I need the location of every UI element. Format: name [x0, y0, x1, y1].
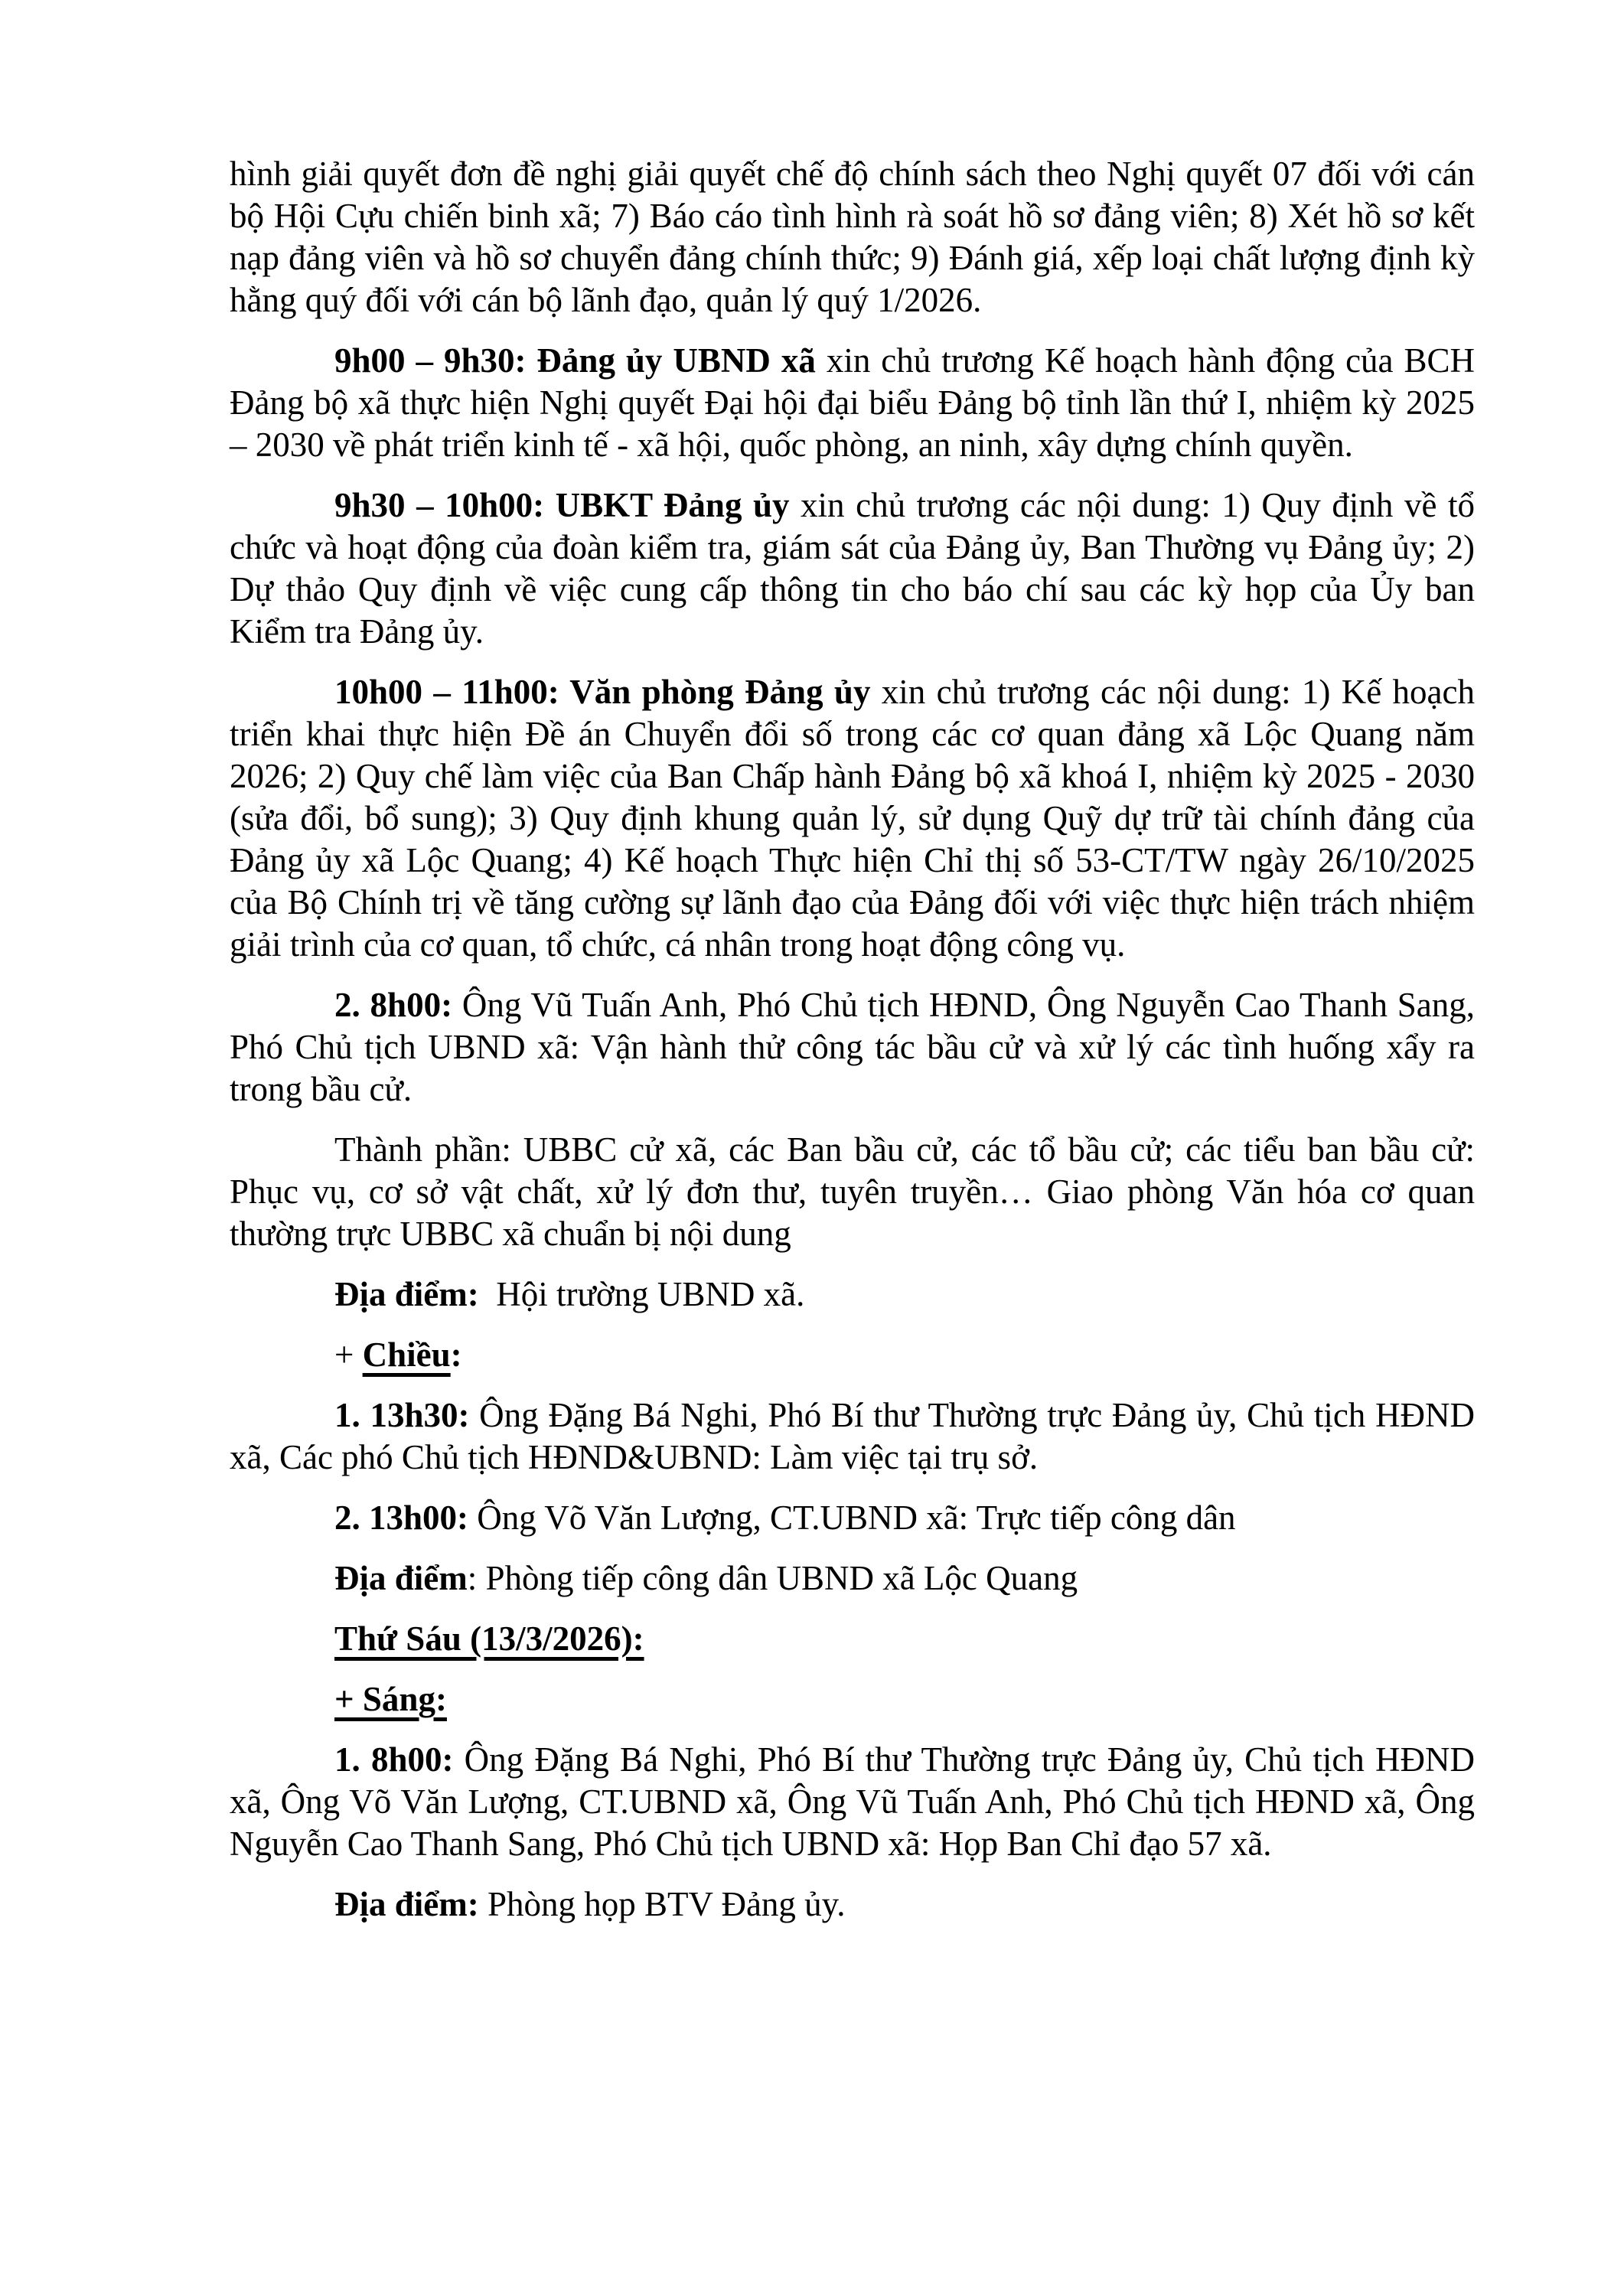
text-run: + — [334, 1336, 363, 1374]
text-run: Ông Vũ Tuấn Anh, Phó Chủ tịch HĐND, Ông Nguyễn Cao Thanh Sang, Phó Chủ tịch UBND xã: Vận hành thử công tác bầu cử và xử lý các tình huống xẩy ra trong bầu cử. — [230, 986, 1475, 1108]
location-label: Địa điểm: — [334, 1275, 479, 1313]
entry-time-title: 2. 8h00: — [334, 986, 453, 1024]
paragraph-carryover — [230, 153, 1475, 321]
section-sang — [230, 1678, 1475, 1720]
text-run: Thành phần: UBBC cử xã, các Ban bầu cử, các tổ bầu cử; các tiểu ban bầu cử: Phục vụ, cơ sở vật chất, xử lý đơn thư, tuyên truyền… Giao phòng Văn hóa cơ quan thường trực UBBC xã chuẩn bị nội dung — [230, 1130, 1475, 1253]
entry-1-13h30 — [230, 1394, 1475, 1479]
entry-1-8h00 — [230, 1739, 1475, 1865]
text-run: Phòng họp BTV Đảng ủy. — [478, 1885, 846, 1923]
entry-time-title: 10h00 – 11h00: Văn phòng Đảng ủy — [334, 673, 871, 711]
location-hoi-truong — [230, 1274, 1475, 1316]
text-run: xin chủ trương các nội dung: 1) Kế hoạch triển khai thực hiện Đề án Chuyển đổi số trong các cơ quan đảng xã Lộc Quang năm 2026; 2) Quy chế làm việc của Ban Chấp hành Đảng bộ xã khoá I, nhiệm kỳ 2025 - 2030 (sửa đổi, bổ sung); 3) Quy định khung quản lý, sử dụng Quỹ dự trữ tài chính đảng của Đảng ủy xã Lộc Quang; 4) Kế hoạch Thực hiện Chỉ thị số 53-CT/TW ngày 26/10/2025 của Bộ Chính trị về tăng cường sự lãnh đạo của Đảng đối với việc thực hiện trách nhiệm giải trình của cơ quan, tổ chức, cá nhân trong hoạt động công vụ. — [230, 673, 1475, 964]
day-heading: Thứ Sáu (13/3/2026): — [334, 1619, 644, 1658]
entry-2-13h00 — [230, 1497, 1475, 1539]
location-phong-tiep-cong-dan — [230, 1557, 1475, 1600]
location-phong-hop-btv — [230, 1883, 1475, 1926]
entry-10h00-11h00 — [230, 671, 1475, 966]
entry-time-title: 2. 13h00: — [334, 1499, 469, 1537]
text-run: : — [450, 1336, 462, 1374]
document-body — [230, 153, 1475, 1944]
section-chieu — [230, 1334, 1475, 1376]
text-run: hình giải quyết đơn đề nghị giải quyết chế độ chính sách theo Nghị quyết 07 đối với cán bộ Hội Cựu chiến binh xã; 7) Báo cáo tình hình rà soát hồ sơ đảng viên; 8) Xét hồ sơ kết nạp đảng viên và hồ sơ chuyển đảng chính thức; 9) Đánh giá, xếp loại chất lượng định kỳ hằng quý đối với cán bộ lãnh đạo, quản lý quý 1/2026. — [230, 155, 1475, 319]
text-run: Hội trường UBND xã. — [478, 1275, 805, 1313]
entry-time-title: 9h00 – 9h30: Đảng ủy UBND xã — [334, 341, 816, 380]
text-run: Ông Đặng Bá Nghi, Phó Bí thư Thường trực Đảng ủy, Chủ tịch HĐND xã, Các phó Chủ tịch HĐND&UBND: Làm việc tại trụ sở. — [230, 1396, 1475, 1476]
text-run: xin chủ trương Kế hoạch hành động của BCH Đảng bộ xã thực hiện Nghị quyết Đại hội đại biểu Đảng bộ tỉnh lần thứ I, nhiệm kỳ 2025 – 2030 về phát triển kinh tế - xã hội, quốc phòng, an ninh, xây dựng chính quyền. — [230, 341, 1475, 464]
location-label: Địa điểm — [334, 1559, 468, 1597]
text-run: Ông Võ Văn Lượng, CT.UBND xã: Trực tiếp công dân — [468, 1499, 1236, 1537]
section-label: Chiều — [362, 1336, 451, 1374]
entry-2-8h00 — [230, 984, 1475, 1110]
text-run: : Phòng tiếp công dân UBND xã Lộc Quang — [467, 1559, 1078, 1597]
entry-9h30-10h00 — [230, 484, 1475, 653]
text-run: Ông Đặng Bá Nghi, Phó Bí thư Thường trực Đảng ủy, Chủ tịch HĐND xã, Ông Võ Văn Lượng, CT.UBND xã, Ông Vũ Tuấn Anh, Phó Chủ tịch HĐND xã, Ông Nguyễn Cao Thanh Sang, Phó Chủ tịch UBND xã: Họp Ban Chỉ đạo 57 xã. — [230, 1740, 1475, 1863]
heading-thu-sau — [230, 1618, 1475, 1660]
section-label: + Sáng: — [334, 1680, 447, 1718]
paragraph-thanh-phan — [230, 1129, 1475, 1255]
entry-9h00-9h30 — [230, 340, 1475, 466]
entry-time-title: 9h30 – 10h00: UBKT Đảng ủy — [334, 486, 790, 524]
text-run: xin chủ trương các nội dung: 1) Quy định về tổ chức và hoạt động của đoàn kiểm tra, giám sát của Đảng ủy, Ban Thường vụ Đảng ủy; 2) Dự thảo Quy định về việc cung cấp thông tin cho báo chí sau các kỳ họp của Ủy ban Kiểm tra Đảng ủy. — [230, 486, 1475, 651]
location-label: Địa điểm: — [334, 1885, 479, 1923]
entry-time-title: 1. 13h30: — [334, 1396, 470, 1434]
entry-time-title: 1. 8h00: — [334, 1740, 454, 1779]
